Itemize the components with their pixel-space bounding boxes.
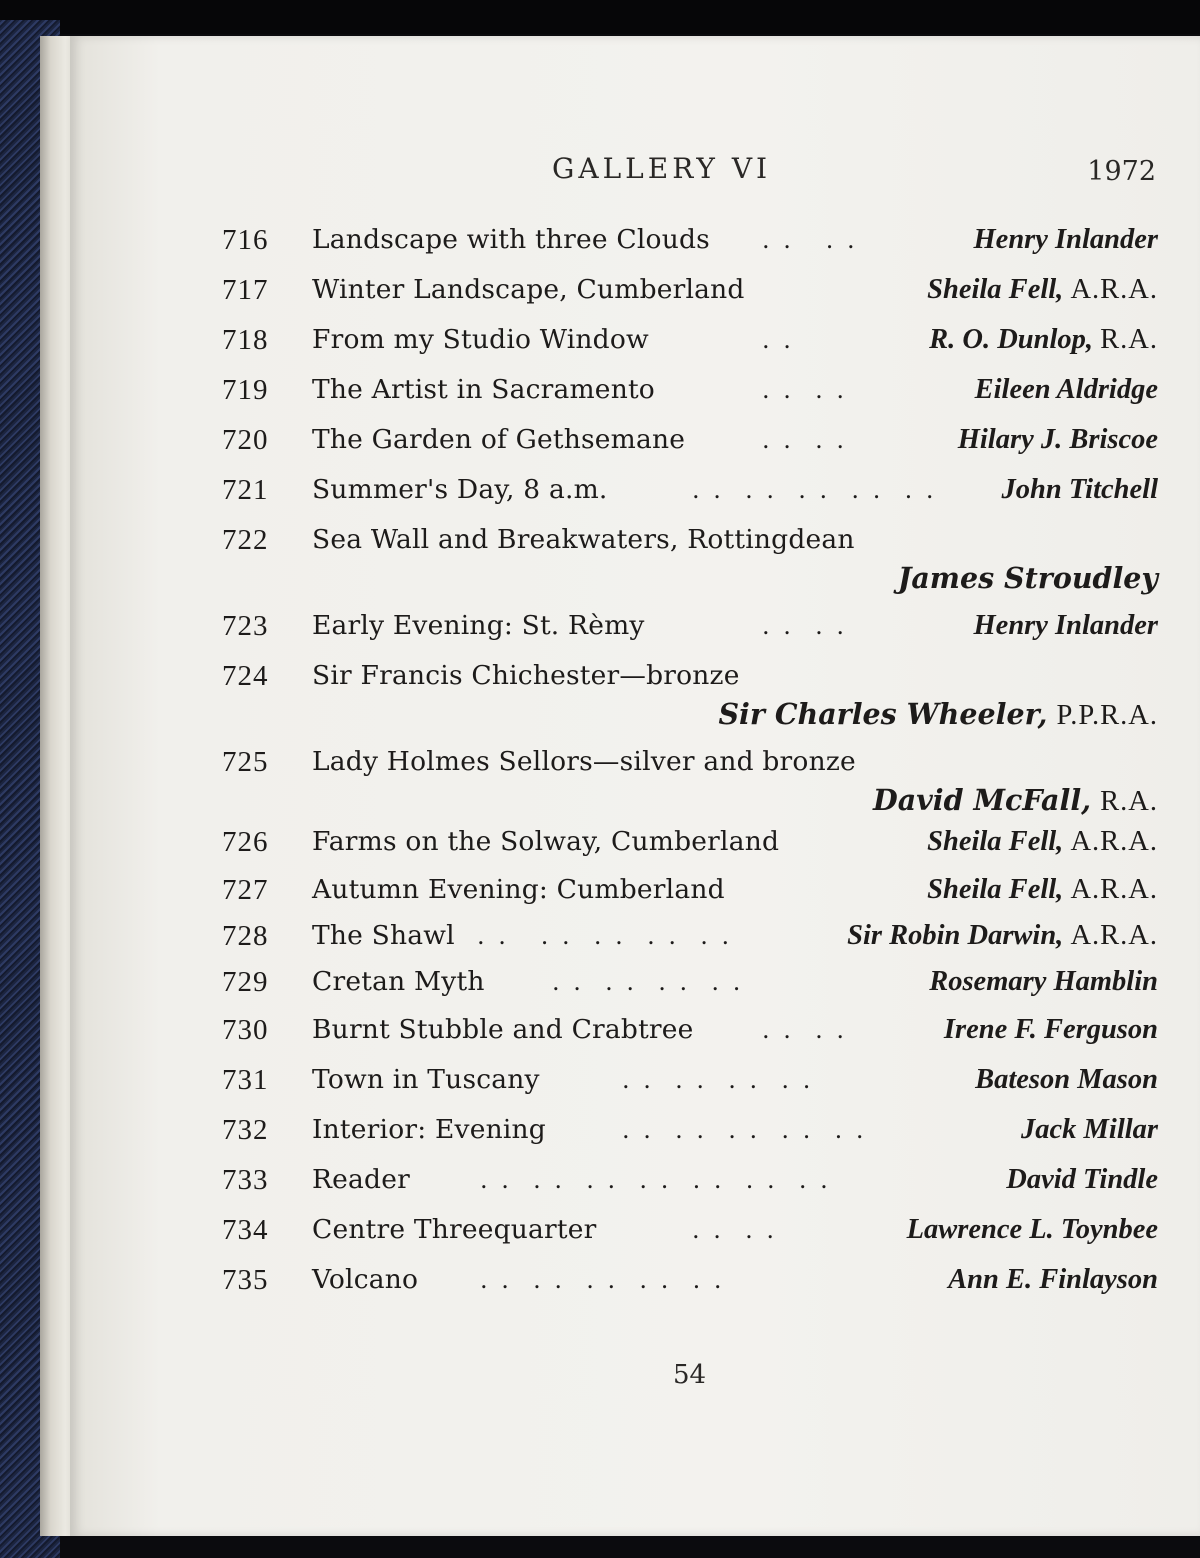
leader-dots: . . . . . . . . . .: [477, 922, 733, 950]
entry-number: 720: [222, 424, 269, 456]
catalogue-entry: [222, 820, 1158, 864]
catalogue-entry: [222, 1158, 1158, 1202]
entry-title: The Artist in Sacramento: [312, 374, 655, 405]
entry-artist: [847, 914, 1158, 958]
leader-dots: . . . . . . . .: [622, 1066, 814, 1094]
catalogue-entry: [222, 318, 1158, 362]
entry-artist: [927, 268, 1158, 312]
entry-artist: [873, 778, 1158, 822]
entry-artist: [944, 1008, 1158, 1052]
artist-name: R. O. Dunlop,: [929, 324, 1094, 355]
artist-name: Ann E. Finlayson: [948, 1264, 1158, 1295]
artist-name: John Titchell: [1001, 474, 1158, 505]
entry-number: 727: [222, 874, 269, 906]
entry-number: 731: [222, 1064, 269, 1096]
artist-name: Henry Inlander: [973, 224, 1158, 255]
artist-honour: P.P.R.A.: [1056, 700, 1158, 731]
entry-title: Cretan Myth: [312, 966, 485, 997]
entry-artist: [927, 820, 1158, 864]
entry-number: 730: [222, 1014, 269, 1046]
catalogue-entry: [222, 1008, 1158, 1052]
entry-artist: [1021, 1108, 1158, 1152]
entry-title: Lady Holmes Sellors—silver and bronze: [312, 746, 856, 777]
entry-title: Burnt Stubble and Crabtree: [312, 1014, 694, 1045]
entry-title: Autumn Evening: Cumberland: [312, 874, 725, 905]
leader-dots: . . . . . . . . . . . . . .: [480, 1166, 831, 1194]
catalogue-entry: [222, 368, 1158, 412]
page-number: 54: [673, 1360, 707, 1390]
artist-name: Hilary J. Briscoe: [957, 424, 1158, 455]
artist-name: Jack Millar: [1021, 1114, 1158, 1145]
entry-title: Reader: [312, 1164, 410, 1195]
entry-artist: [1002, 468, 1159, 512]
artist-honour: A.R.A.: [1070, 826, 1158, 857]
catalogue-entry: [222, 418, 1158, 462]
entry-title: Summer's Day, 8 a.m.: [312, 474, 608, 505]
artist-name: James Stroudley: [897, 561, 1158, 595]
artist-name: David McFall,: [873, 783, 1092, 817]
entry-title: From my Studio Window: [312, 324, 649, 355]
entry-artist: [974, 604, 1159, 648]
entry-title: The Shawl: [312, 920, 455, 951]
entry-number: 734: [222, 1214, 269, 1246]
entry-title: Sir Francis Chichester—bronze: [312, 660, 740, 691]
artist-name: Sir Charles Wheeler,: [718, 697, 1048, 731]
artist-name: Sir Robin Darwin,: [847, 920, 1064, 951]
entry-number: 724: [222, 660, 269, 692]
entry-artist: [898, 556, 1158, 600]
entry-title: Sea Wall and Breakwaters, Rottingdean: [312, 524, 855, 555]
catalogue-entry: [222, 1108, 1158, 1152]
leader-dots: . . . . . . . . . .: [692, 476, 937, 504]
artist-honour: A.R.A.: [1070, 920, 1158, 951]
artist-honour: R.A.: [1100, 786, 1158, 817]
leader-dots: . . . .: [762, 612, 848, 640]
catalogue-entry: [222, 1208, 1158, 1252]
entry-number: 725: [222, 746, 269, 778]
catalogue-entry: [222, 604, 1158, 648]
entry-artist: [948, 1258, 1158, 1302]
entry-title: The Garden of Gethsemane: [312, 424, 686, 455]
catalogue-entry: [222, 1258, 1158, 1302]
entry-number: 732: [222, 1114, 269, 1146]
entry-title: Winter Landscape, Cumberland: [312, 274, 745, 305]
catalogue-entry: [222, 868, 1158, 912]
entry-artist: [975, 368, 1158, 412]
entry-number: 721: [222, 474, 269, 506]
entry-artist: [929, 960, 1158, 1004]
leader-dots: . . . . . . . . . .: [480, 1266, 725, 1294]
entry-number: 729: [222, 966, 269, 998]
entry-number: 722: [222, 524, 269, 556]
gallery-heading: GALLERY VI: [552, 152, 772, 185]
leader-dots: . .: [762, 326, 794, 354]
entry-number: 719: [222, 374, 269, 406]
catalogue-entry: [222, 960, 1158, 1004]
leader-dots: . . . .: [762, 226, 858, 254]
entry-artist: [718, 692, 1158, 736]
artist-name: Sheila Fell,: [927, 274, 1064, 305]
leader-dots: . . . .: [762, 426, 848, 454]
leader-dots: . . . .: [762, 376, 848, 404]
entry-number: 726: [222, 826, 269, 858]
entry-number: 735: [222, 1264, 269, 1296]
leader-dots: . . . . . . . . . .: [622, 1116, 867, 1144]
entry-title: Interior: Evening: [312, 1114, 546, 1145]
entry-number: 716: [222, 224, 269, 256]
entry-artist: [929, 318, 1158, 362]
entry-artist: [975, 1058, 1158, 1102]
catalogue-entry: [222, 218, 1158, 262]
artist-name: Irene F. Ferguson: [943, 1014, 1158, 1045]
entry-title: Town in Tuscany: [312, 1064, 540, 1095]
artist-name: David Tindle: [1006, 1164, 1158, 1195]
artist-name: Eileen Aldridge: [974, 374, 1158, 405]
artist-name: Sheila Fell,: [927, 874, 1064, 905]
entry-number: 728: [222, 920, 269, 952]
entry-number: 718: [222, 324, 269, 356]
entry-artist: [1006, 1158, 1158, 1202]
artist-honour: R.A.: [1100, 324, 1158, 355]
artist-name: Bateson Mason: [975, 1064, 1158, 1095]
leader-dots: . . . . . . . .: [552, 968, 744, 996]
artist-name: Sheila Fell,: [927, 826, 1064, 857]
entry-number: 717: [222, 274, 269, 306]
catalogue-entry: [222, 468, 1158, 512]
entry-title: Landscape with three Clouds: [312, 224, 710, 255]
entry-number: 723: [222, 610, 269, 642]
catalogue-entry: [222, 1058, 1158, 1102]
artist-name: Lawrence L. Toynbee: [906, 1214, 1158, 1245]
entry-title: Farms on the Solway, Cumberland: [312, 826, 780, 857]
entry-title: Volcano: [312, 1264, 419, 1295]
artist-honour: A.R.A.: [1070, 874, 1158, 905]
artist-honour: A.R.A.: [1070, 274, 1158, 305]
catalogue-entry: [222, 914, 1158, 958]
entry-number: 733: [222, 1164, 269, 1196]
catalogue-entry: [222, 268, 1158, 312]
book-cover-top: [0, 0, 1200, 34]
entry-artist: [974, 218, 1159, 262]
artist-name: Rosemary Hamblin: [929, 966, 1158, 997]
leader-dots: . . . .: [762, 1016, 848, 1044]
entry-title: Early Evening: St. Rèmy: [312, 610, 645, 641]
leader-dots: . . . .: [692, 1216, 778, 1244]
entry-title: Centre Threequarter: [312, 1214, 597, 1245]
entry-artist: [927, 868, 1158, 912]
entry-artist: [907, 1208, 1158, 1252]
year-heading: 1972: [1087, 156, 1156, 187]
entry-artist: [958, 418, 1158, 462]
artist-name: Henry Inlander: [973, 610, 1158, 641]
